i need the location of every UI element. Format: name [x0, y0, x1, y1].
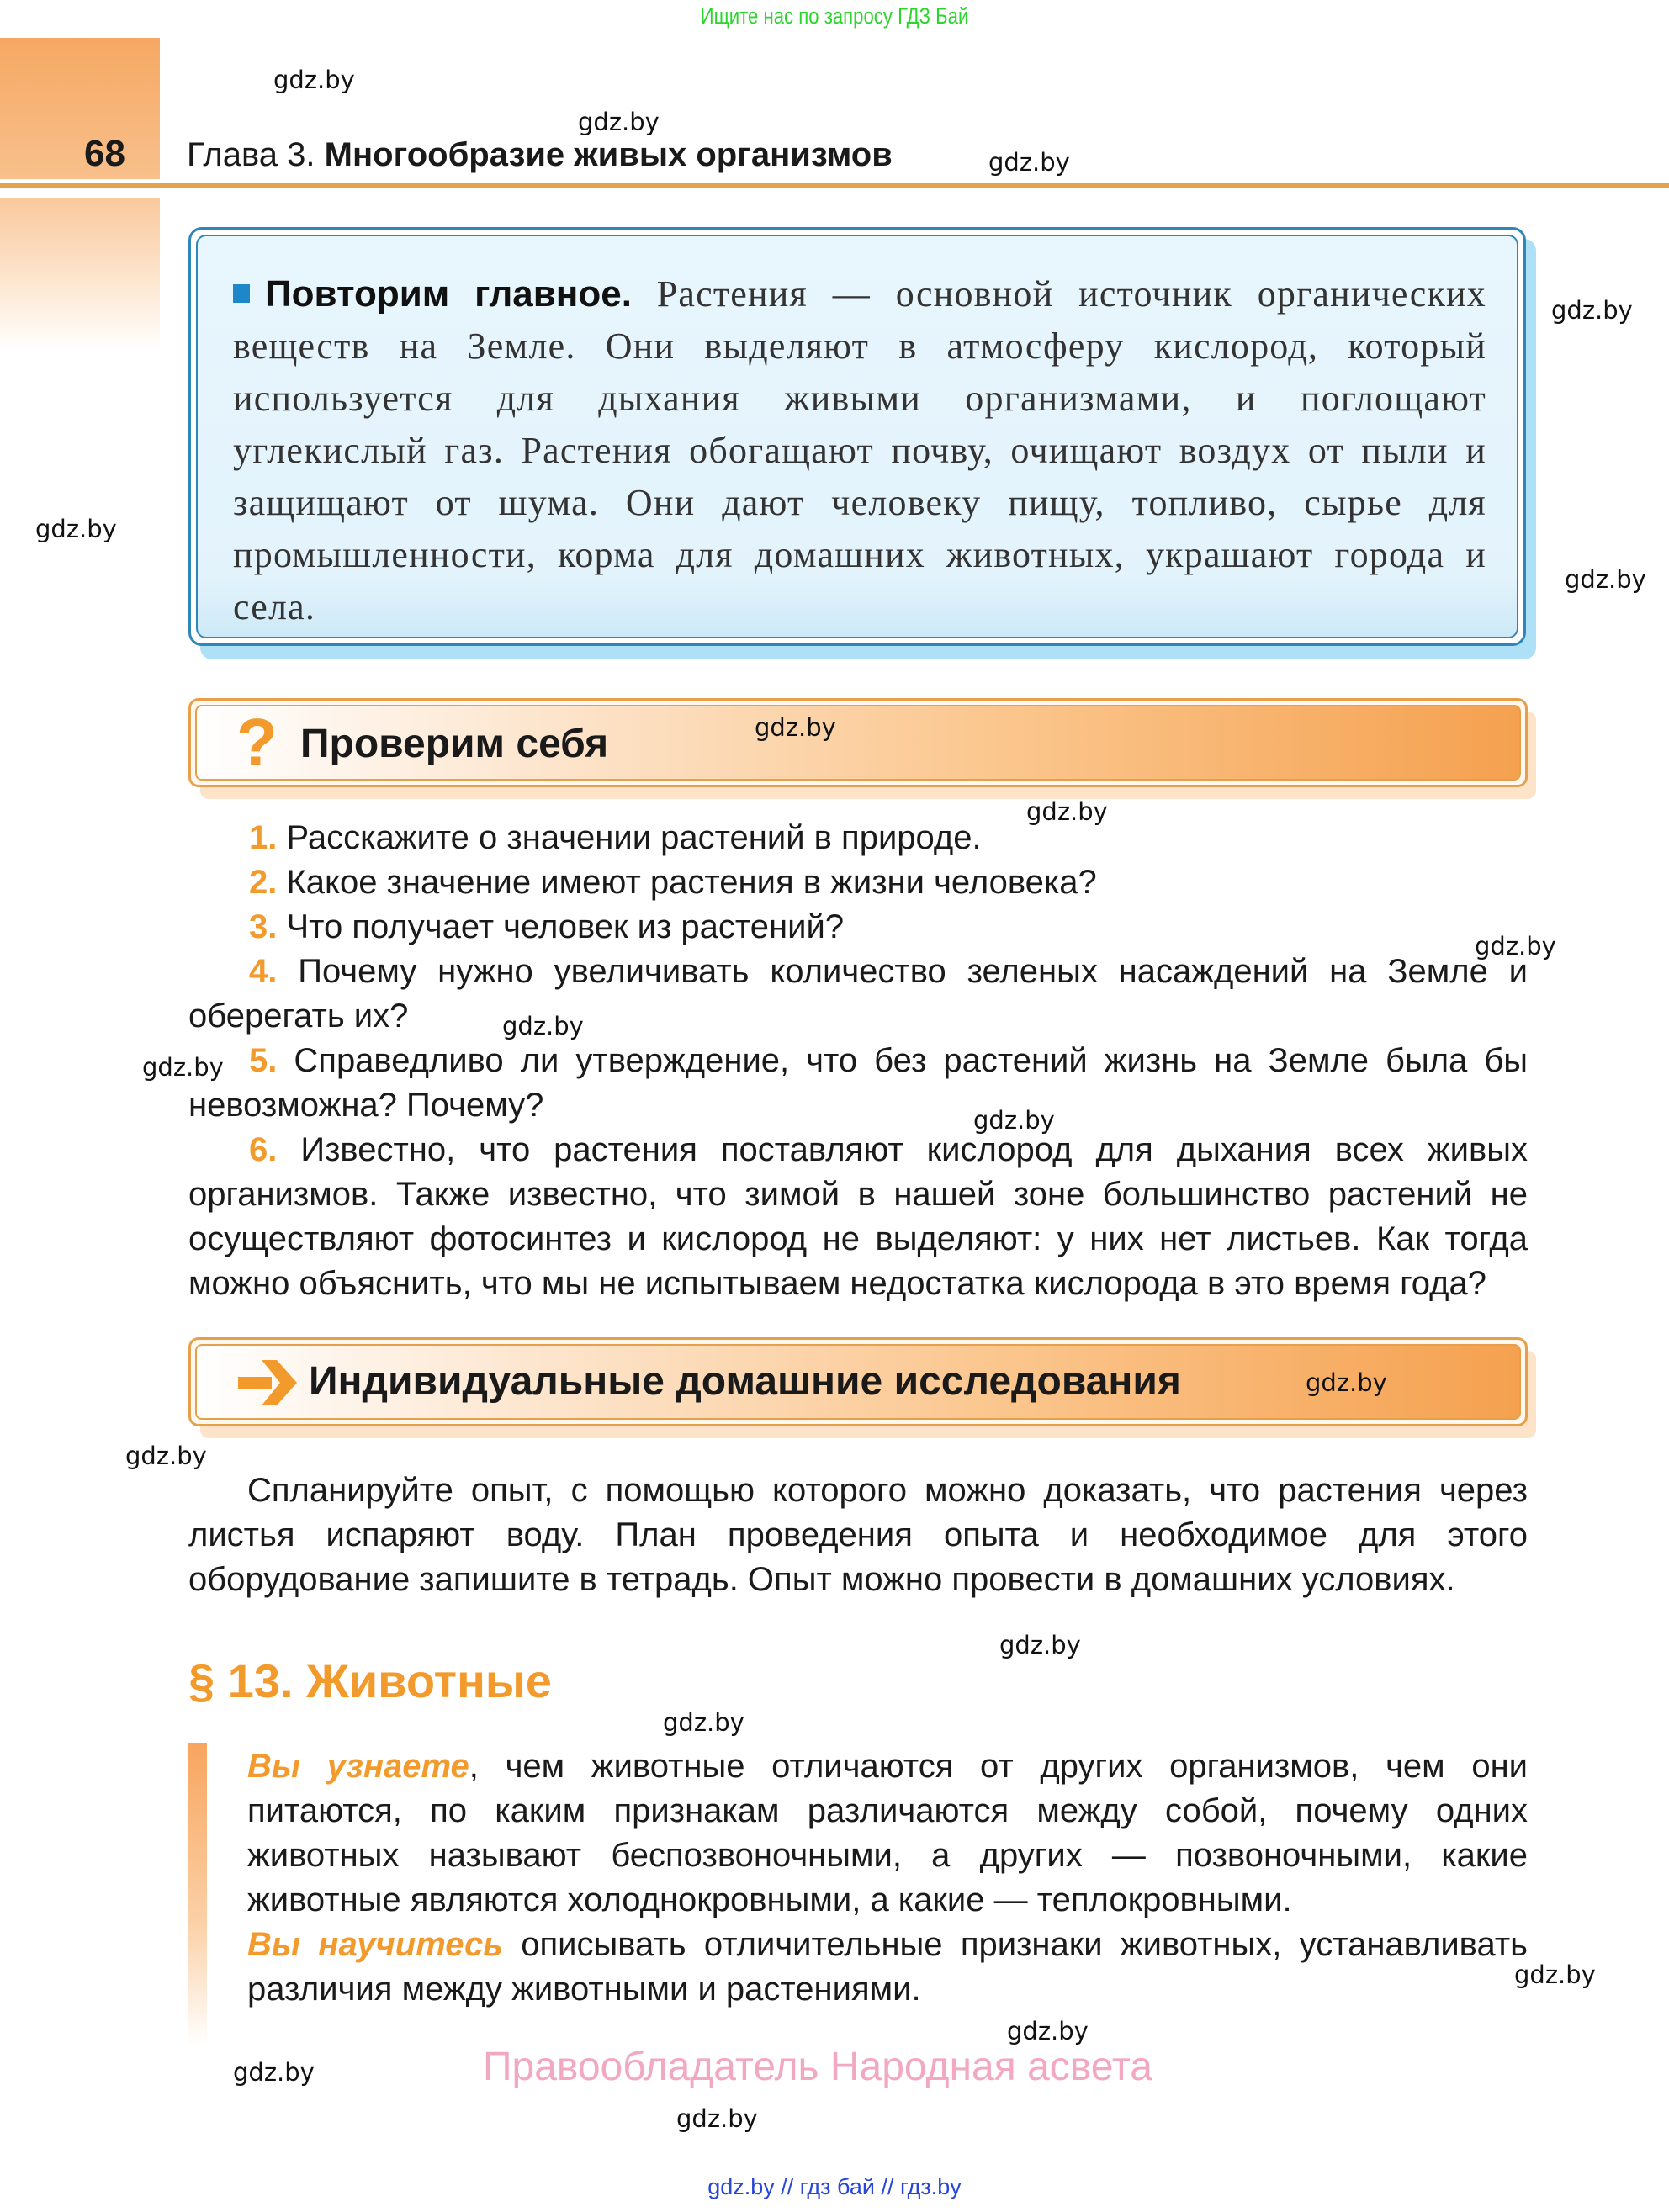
question-number: 2.	[249, 864, 278, 901]
watermark: gdz.by	[273, 66, 355, 94]
watermark: gdz.by	[1514, 1961, 1596, 1989]
question-text: Почему нужно увеличивать количество зеленых насаждений на Земле и оберегать их?	[188, 953, 1528, 1035]
homework-title: Индивидуальные домашние исследования	[309, 1359, 1181, 1404]
watermark: gdz.by	[755, 713, 836, 742]
square-bullet-icon	[233, 284, 250, 303]
question-mark-icon: ?	[236, 705, 278, 780]
question-item	[188, 816, 1528, 860]
question-item	[188, 1039, 1528, 1128]
chapter-title	[187, 136, 893, 174]
chapter-name: Многообразие живых организмов	[324, 136, 893, 173]
top-banner: Ищите нас по запросу ГДЗ Бай	[700, 3, 969, 29]
section-title: § 13. Животные	[188, 1654, 552, 1707]
watermark: gdz.by	[973, 1106, 1055, 1135]
arrow-right-icon	[238, 1360, 297, 1405]
questions-list	[188, 816, 1528, 1306]
summary-box-inner	[196, 235, 1518, 638]
skill-label: Вы научитесь	[247, 1926, 503, 1963]
learn-label: Вы узнаете	[247, 1748, 469, 1785]
watermark: gdz.by	[988, 148, 1070, 177]
watermark: gdz.by	[1306, 1368, 1387, 1397]
question-number: 4.	[249, 953, 278, 990]
page-tab-decoration	[0, 38, 160, 179]
watermark: gdz.by	[125, 1442, 207, 1470]
homework-text: Спланируйте опыт, с помощью которого можно доказать, что растения через листья испаряют воду. План проведения опыта и необходимое для этого оборудование запишите в тетрадь. Опыт можно провести в домашних условиях.	[188, 1472, 1528, 1598]
watermark: gdz.by	[142, 1053, 224, 1082]
question-text: Что получает человек из растений?	[286, 908, 845, 945]
question-item	[188, 1128, 1528, 1306]
watermark: gdz.by	[502, 1012, 584, 1040]
question-item	[188, 860, 1528, 905]
watermark: gdz.by	[663, 1708, 744, 1737]
header-divider	[0, 183, 1669, 188]
watermark: gdz.by	[999, 1631, 1081, 1659]
watermark: gdz.by	[1475, 932, 1556, 960]
watermark: gdz.by	[1026, 797, 1108, 826]
question-number: 6.	[249, 1131, 278, 1168]
question-text: Расскажите о значении растений в природе.	[286, 819, 982, 856]
question-number: 3.	[249, 908, 278, 945]
summary-body: Растения — основной источник органических веществ на Земле. Они выделяют в атмосферу кислород, который используется для дыхания живыми организмами, и поглощают углекислый газ. Растения обогащают почву, очищают воздух от пыли и защищают от шума. Они дают человеку пищу, топливо, сырье для промышленности, корма для домашних животных, украшают города и села.	[233, 273, 1486, 627]
question-text: Известно, что растения поставляют кислород для дыхания всех живых организмов. Также известно, что зимой в нашей зоне большинство растений не осуществляют фотосинтез и кислород не выделяют: у них нет листьев. Как тогда можно объяснить, что мы не испытываем недостатка кислорода в это время года?	[188, 1131, 1528, 1302]
question-text: Справедливо ли утверждение, что без растений жизнь на Земле была бы невозможна? Почему?	[188, 1042, 1528, 1124]
watermark: gdz.by	[35, 515, 117, 543]
check-yourself-title: Проверим себя	[300, 722, 609, 766]
summary-lead: Повторим главное.	[265, 273, 632, 315]
chapter-prefix: Глава 3.	[187, 136, 315, 173]
intro-side-bar	[188, 1743, 207, 2045]
question-item	[188, 950, 1528, 1039]
summary-text	[233, 268, 1486, 633]
question-number: 1.	[249, 819, 278, 856]
watermark: gdz.by	[1565, 565, 1646, 594]
summary-box	[188, 227, 1526, 646]
question-text: Какое значение имеют растения в жизни человека?	[286, 864, 1097, 901]
question-item	[188, 905, 1528, 950]
footer-links[interactable]: gdz.by // гдз бай // гдз.by	[707, 2174, 962, 2199]
learn-text: , чем животные отличаются от других организмов, чем они питаются, по каким признакам различаются между собой, почему одних животных называют беспозвоночными, а других — позвоночными, какие животные являются холоднокровными, а какие — теплокровными.	[247, 1748, 1528, 1918]
watermark: gdz.by	[578, 108, 660, 136]
copyright-notice: Правообладатель Народная асвета	[483, 2045, 1152, 2089]
question-number: 5.	[249, 1042, 278, 1079]
skill-text: описывать отличительные признаки животных, устанавливать различия между животными и растениями.	[247, 1926, 1528, 2008]
watermark: gdz.by	[1551, 296, 1633, 325]
check-yourself-banner	[188, 698, 1528, 787]
section-intro	[247, 1744, 1528, 2012]
page-tab-decoration-lower	[0, 198, 160, 350]
page-number: 68	[84, 133, 125, 174]
watermark: gdz.by	[676, 2104, 758, 2133]
watermark: gdz.by	[1007, 2017, 1089, 2045]
watermark: gdz.by	[233, 2058, 315, 2087]
